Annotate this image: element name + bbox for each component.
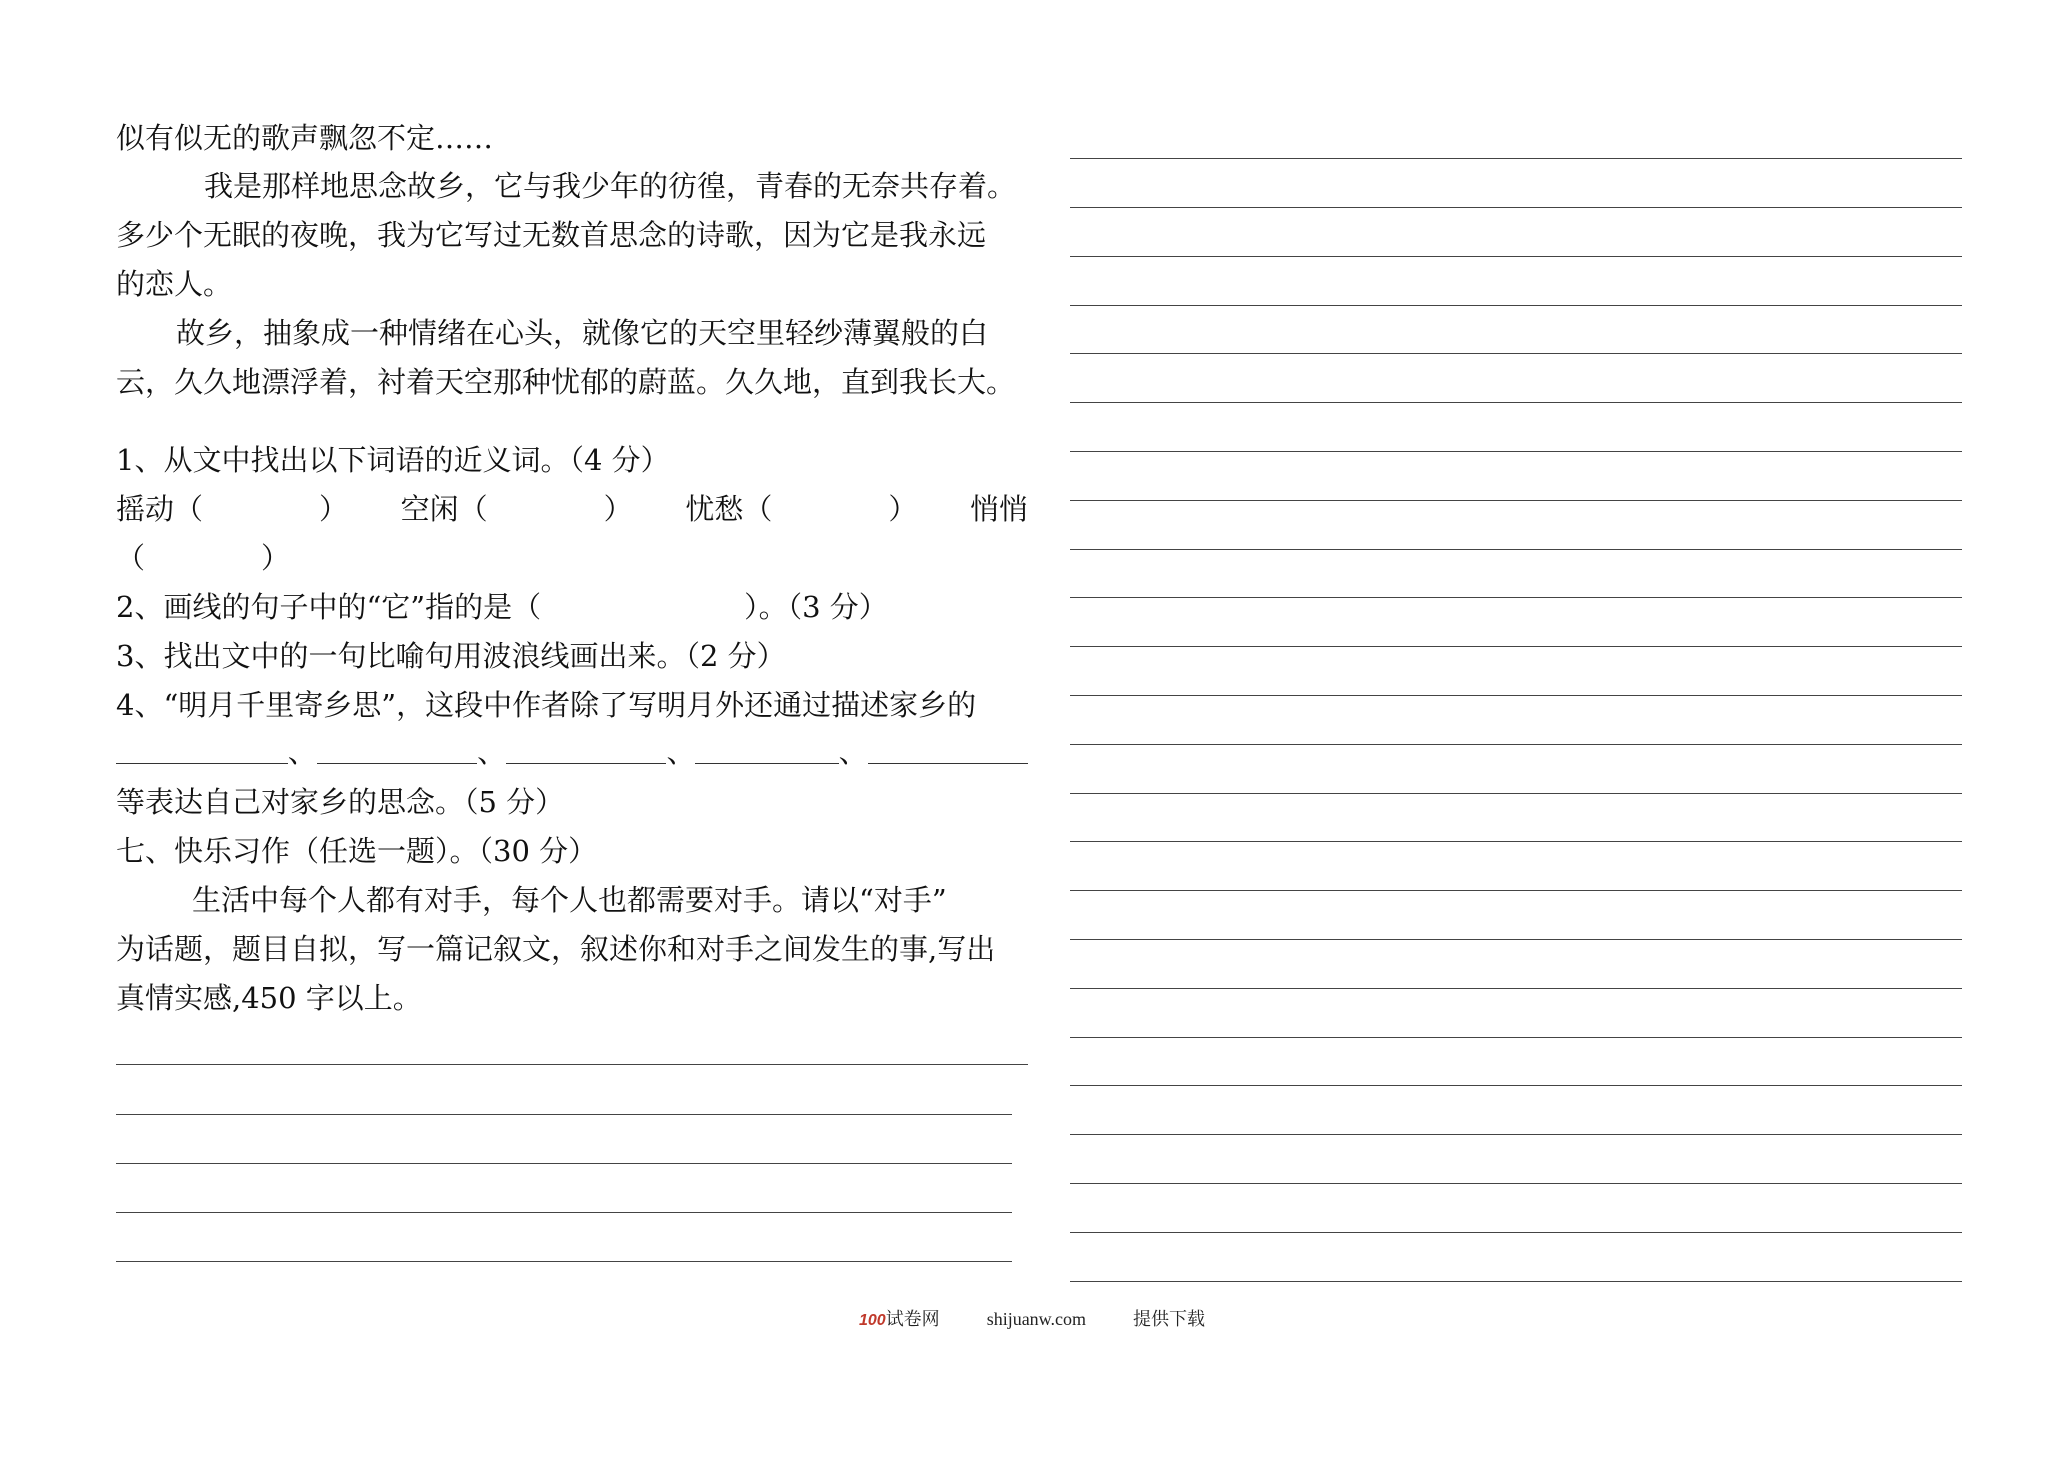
- answer-blank[interactable]: [868, 757, 1028, 764]
- writing-line[interactable]: [1070, 353, 1962, 354]
- writing-line[interactable]: [116, 1114, 1012, 1115]
- writing-line[interactable]: [116, 1163, 1012, 1164]
- writing-line[interactable]: [116, 1212, 1012, 1213]
- writing-line[interactable]: [1070, 207, 1962, 208]
- blank-separator: 、: [477, 735, 507, 769]
- writing-line[interactable]: [1070, 744, 1962, 745]
- passage-line: 多少个无眠的夜晚，我为它写过无数首思念的诗歌，因为它是我永远: [116, 218, 987, 252]
- question-3: 3、找出文中的一句比喻句用波浪线画出来。（2 分）: [116, 639, 786, 673]
- passage-line: 的恋人。: [116, 267, 233, 301]
- writing-line[interactable]: [1070, 549, 1962, 550]
- synonym-blank-item: （ ）: [116, 541, 291, 575]
- writing-line[interactable]: [1070, 939, 1962, 940]
- question-1-word-row: [116, 489, 1028, 529]
- writing-line[interactable]: [1070, 1232, 1962, 1233]
- question-4: 4、“明月千里寄乡思”，这段中作者除了写明月外还通过描述家乡的: [116, 688, 977, 722]
- question-4-tail: 等表达自己对家乡的思念。（5 分）: [116, 785, 565, 819]
- writing-line[interactable]: [1070, 1085, 1962, 1086]
- writing-line[interactable]: [1070, 793, 1962, 794]
- writing-line[interactable]: [1070, 988, 1962, 989]
- composition-prompt-line: 真情实感,450 字以上。: [116, 981, 422, 1015]
- question-4-answer-blanks: [116, 732, 1028, 772]
- footer-note: 提供下载: [1133, 1309, 1206, 1329]
- writing-line[interactable]: [1070, 1037, 1962, 1038]
- page-footer: [0, 1306, 2064, 1334]
- synonym-word: 悄悄: [969, 492, 1028, 526]
- blank-separator: 、: [666, 735, 696, 769]
- composition-heading: 七、快乐习作（任选一题）。（30 分）: [116, 834, 598, 868]
- writing-line[interactable]: [1070, 1183, 1962, 1184]
- writing-line[interactable]: [1070, 1281, 1962, 1282]
- writing-line[interactable]: [1070, 158, 1962, 159]
- synonym-blank-item: 摇动（ ）: [116, 492, 349, 526]
- answer-blank[interactable]: [506, 757, 666, 764]
- writing-line[interactable]: [1070, 695, 1962, 696]
- site-logo: 100: [858, 1312, 886, 1329]
- writing-line[interactable]: [1070, 256, 1962, 257]
- synonym-blank-item: 空闲（ ）: [400, 492, 633, 526]
- question-2: 2、画线的句子中的“它”指的是（ ）。（3 分）: [116, 590, 888, 624]
- writing-line[interactable]: [1070, 890, 1962, 891]
- blank-separator: 、: [838, 735, 868, 769]
- writing-line[interactable]: [1070, 500, 1962, 501]
- site-name: 试卷网: [885, 1309, 940, 1329]
- writing-line[interactable]: [1070, 451, 1962, 452]
- blank-separator: 、: [287, 735, 317, 769]
- composition-prompt-line: 为话题，题目自拟，写一篇记叙文，叙述你和对手之间发生的事,写出: [116, 932, 996, 966]
- writing-line[interactable]: [1070, 841, 1962, 842]
- writing-line[interactable]: [1070, 305, 1962, 306]
- composition-prompt-line: 生活中每个人都有对手，每个人也都需要对手。请以“对手”: [192, 883, 947, 917]
- answer-blank[interactable]: [695, 757, 838, 764]
- writing-line[interactable]: [1070, 597, 1962, 598]
- writing-line[interactable]: [116, 1064, 1028, 1065]
- writing-line[interactable]: [116, 1261, 1012, 1262]
- synonym-blank-item: 忧愁（ ）: [685, 492, 918, 526]
- answer-blank[interactable]: [317, 757, 477, 764]
- question-1: 1、从文中找出以下词语的近义词。（4 分）: [116, 443, 670, 477]
- writing-line[interactable]: [1070, 402, 1962, 403]
- writing-line[interactable]: [1070, 646, 1962, 647]
- passage-line: 故乡，抽象成一种情绪在心头，就像它的天空里轻纱薄翼般的白: [176, 316, 989, 350]
- passage-line: 似有似无的歌声飘忽不定……: [116, 121, 494, 155]
- passage-line: 云，久久地漂浮着，衬着天空那种忧郁的蔚蓝。久久地，直到我长大。: [116, 365, 1016, 399]
- writing-line[interactable]: [1070, 1134, 1962, 1135]
- passage-line: 我是那样地思念故乡，它与我少年的彷徨，青春的无奈共存着。: [204, 169, 1017, 203]
- answer-blank[interactable]: [116, 757, 288, 764]
- site-domain-link[interactable]: shijuanw.com: [986, 1309, 1087, 1329]
